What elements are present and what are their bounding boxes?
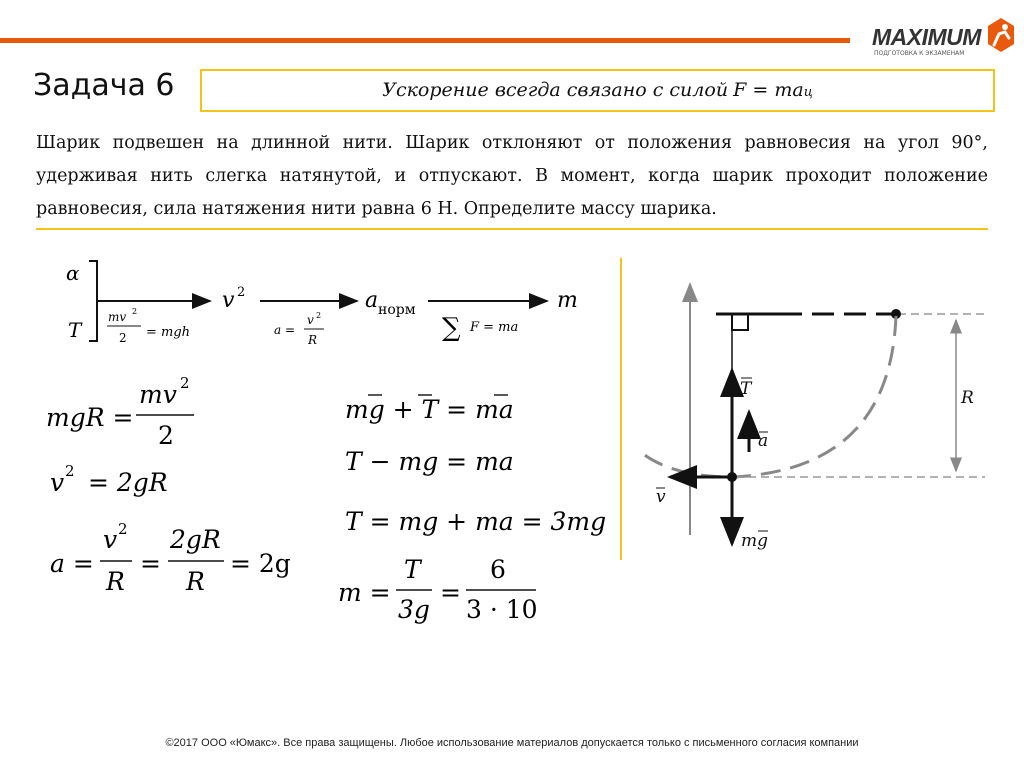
eq3-frac2-den: R: [186, 567, 205, 596]
scheme-note3-text: F = ma: [470, 320, 519, 335]
label-R: R: [961, 388, 974, 408]
scheme-note2-den: R: [308, 333, 318, 347]
scheme-note2-num: v: [307, 313, 314, 327]
brand-tagline: ПОДГОТОВКА К ЭКЗАМЕНАМ: [874, 50, 965, 57]
label-mg: mg: [741, 531, 769, 551]
label-a: a: [758, 431, 769, 451]
hint-formula: F = ma: [733, 79, 804, 101]
eq1-num-exp: 2: [180, 374, 190, 392]
scheme-m: m: [557, 288, 578, 313]
scheme-note1-num: mv: [108, 310, 127, 324]
eq1-lhs: mgR =: [46, 403, 134, 432]
brand-logo[interactable]: [872, 24, 1012, 69]
eq7-frac1-num: T: [404, 555, 421, 584]
eq3-eq: =: [140, 549, 161, 578]
scheme-bracket: [89, 261, 97, 341]
eq2-lhs: v: [50, 468, 65, 497]
eq6-text: T = mg + ma = 3mg: [345, 507, 607, 536]
brand-figure-icon: [988, 18, 1014, 52]
task-title: Задача 6: [33, 68, 175, 103]
scheme-a-sub: норм: [378, 302, 416, 318]
eq3-frac2-num: 2gR: [170, 525, 221, 554]
ball-trajectory-arc: [638, 316, 896, 477]
eq3-frac1-num: v: [103, 525, 118, 554]
scheme-note3-sum: ∑: [442, 313, 461, 343]
eq2-rhs: = 2gR: [88, 468, 168, 497]
eq2-exp: 2: [65, 462, 75, 480]
eq3-frac1-exp: 2: [118, 520, 128, 538]
eq3-lhs: a =: [50, 549, 94, 578]
scheme-v: v: [222, 288, 235, 313]
eq3-rhs: = 2g: [230, 549, 291, 578]
eq3-frac1-den: R: [106, 567, 125, 596]
scheme-alpha: α: [66, 261, 80, 285]
scheme-T: T: [68, 318, 82, 342]
scheme-note1-den: 2: [119, 331, 127, 345]
column-divider: [620, 258, 622, 560]
scheme-note1-rhs: = mgh: [146, 325, 191, 340]
pendulum-diagram: [630, 270, 1000, 560]
eq7-frac2-num: 6: [490, 555, 506, 584]
label-T: T: [740, 379, 752, 399]
scheme-note2-lhs: a =: [274, 323, 296, 337]
right-angle-mark: [732, 314, 748, 330]
eq5-text: T − mg = ma: [345, 447, 514, 476]
solution-area: [0, 240, 620, 640]
scheme-note2-num-exp: 2: [316, 311, 322, 320]
header-accent-bar: [0, 38, 850, 43]
scheme-v-exp: 2: [237, 285, 246, 300]
hint-box: [200, 69, 995, 112]
eq7-frac1-den: 3g: [398, 595, 430, 624]
scheme-note1-num-exp: 2: [132, 307, 138, 316]
eq7-frac2-den: 3 · 10: [466, 595, 538, 624]
problem-statement: Шарик подвешен на длинной нити. Шарик отклоняют от положения равновесия на угол 90°, удерживая нить слегка натянутой, и отпускают. В момент, когда шарик проходит положение равновесия, сила натяжения нити равна 6 Н. Определите массу шарика.: [36, 133, 988, 219]
eq7-lhs: m =: [338, 578, 391, 607]
eq1-num: mv: [139, 380, 177, 409]
brand-name: MAXIMUM: [872, 24, 981, 50]
section-divider: [36, 228, 988, 230]
eq4-text: mg + T = ma: [345, 395, 514, 424]
hint-formula-subscript: ц: [803, 85, 813, 100]
label-v: v: [656, 487, 666, 507]
eq1-den: 2: [158, 421, 174, 450]
eq7-eq: =: [440, 578, 461, 607]
hint-text: Ускорение всегда связано с силой: [382, 79, 729, 101]
footer-copyright: ©2017 ООО «Юмакс». Все права защищены. Любое использование материалов допускается только с письменного согласия компании: [165, 737, 859, 749]
scheme-a: a: [365, 288, 379, 313]
